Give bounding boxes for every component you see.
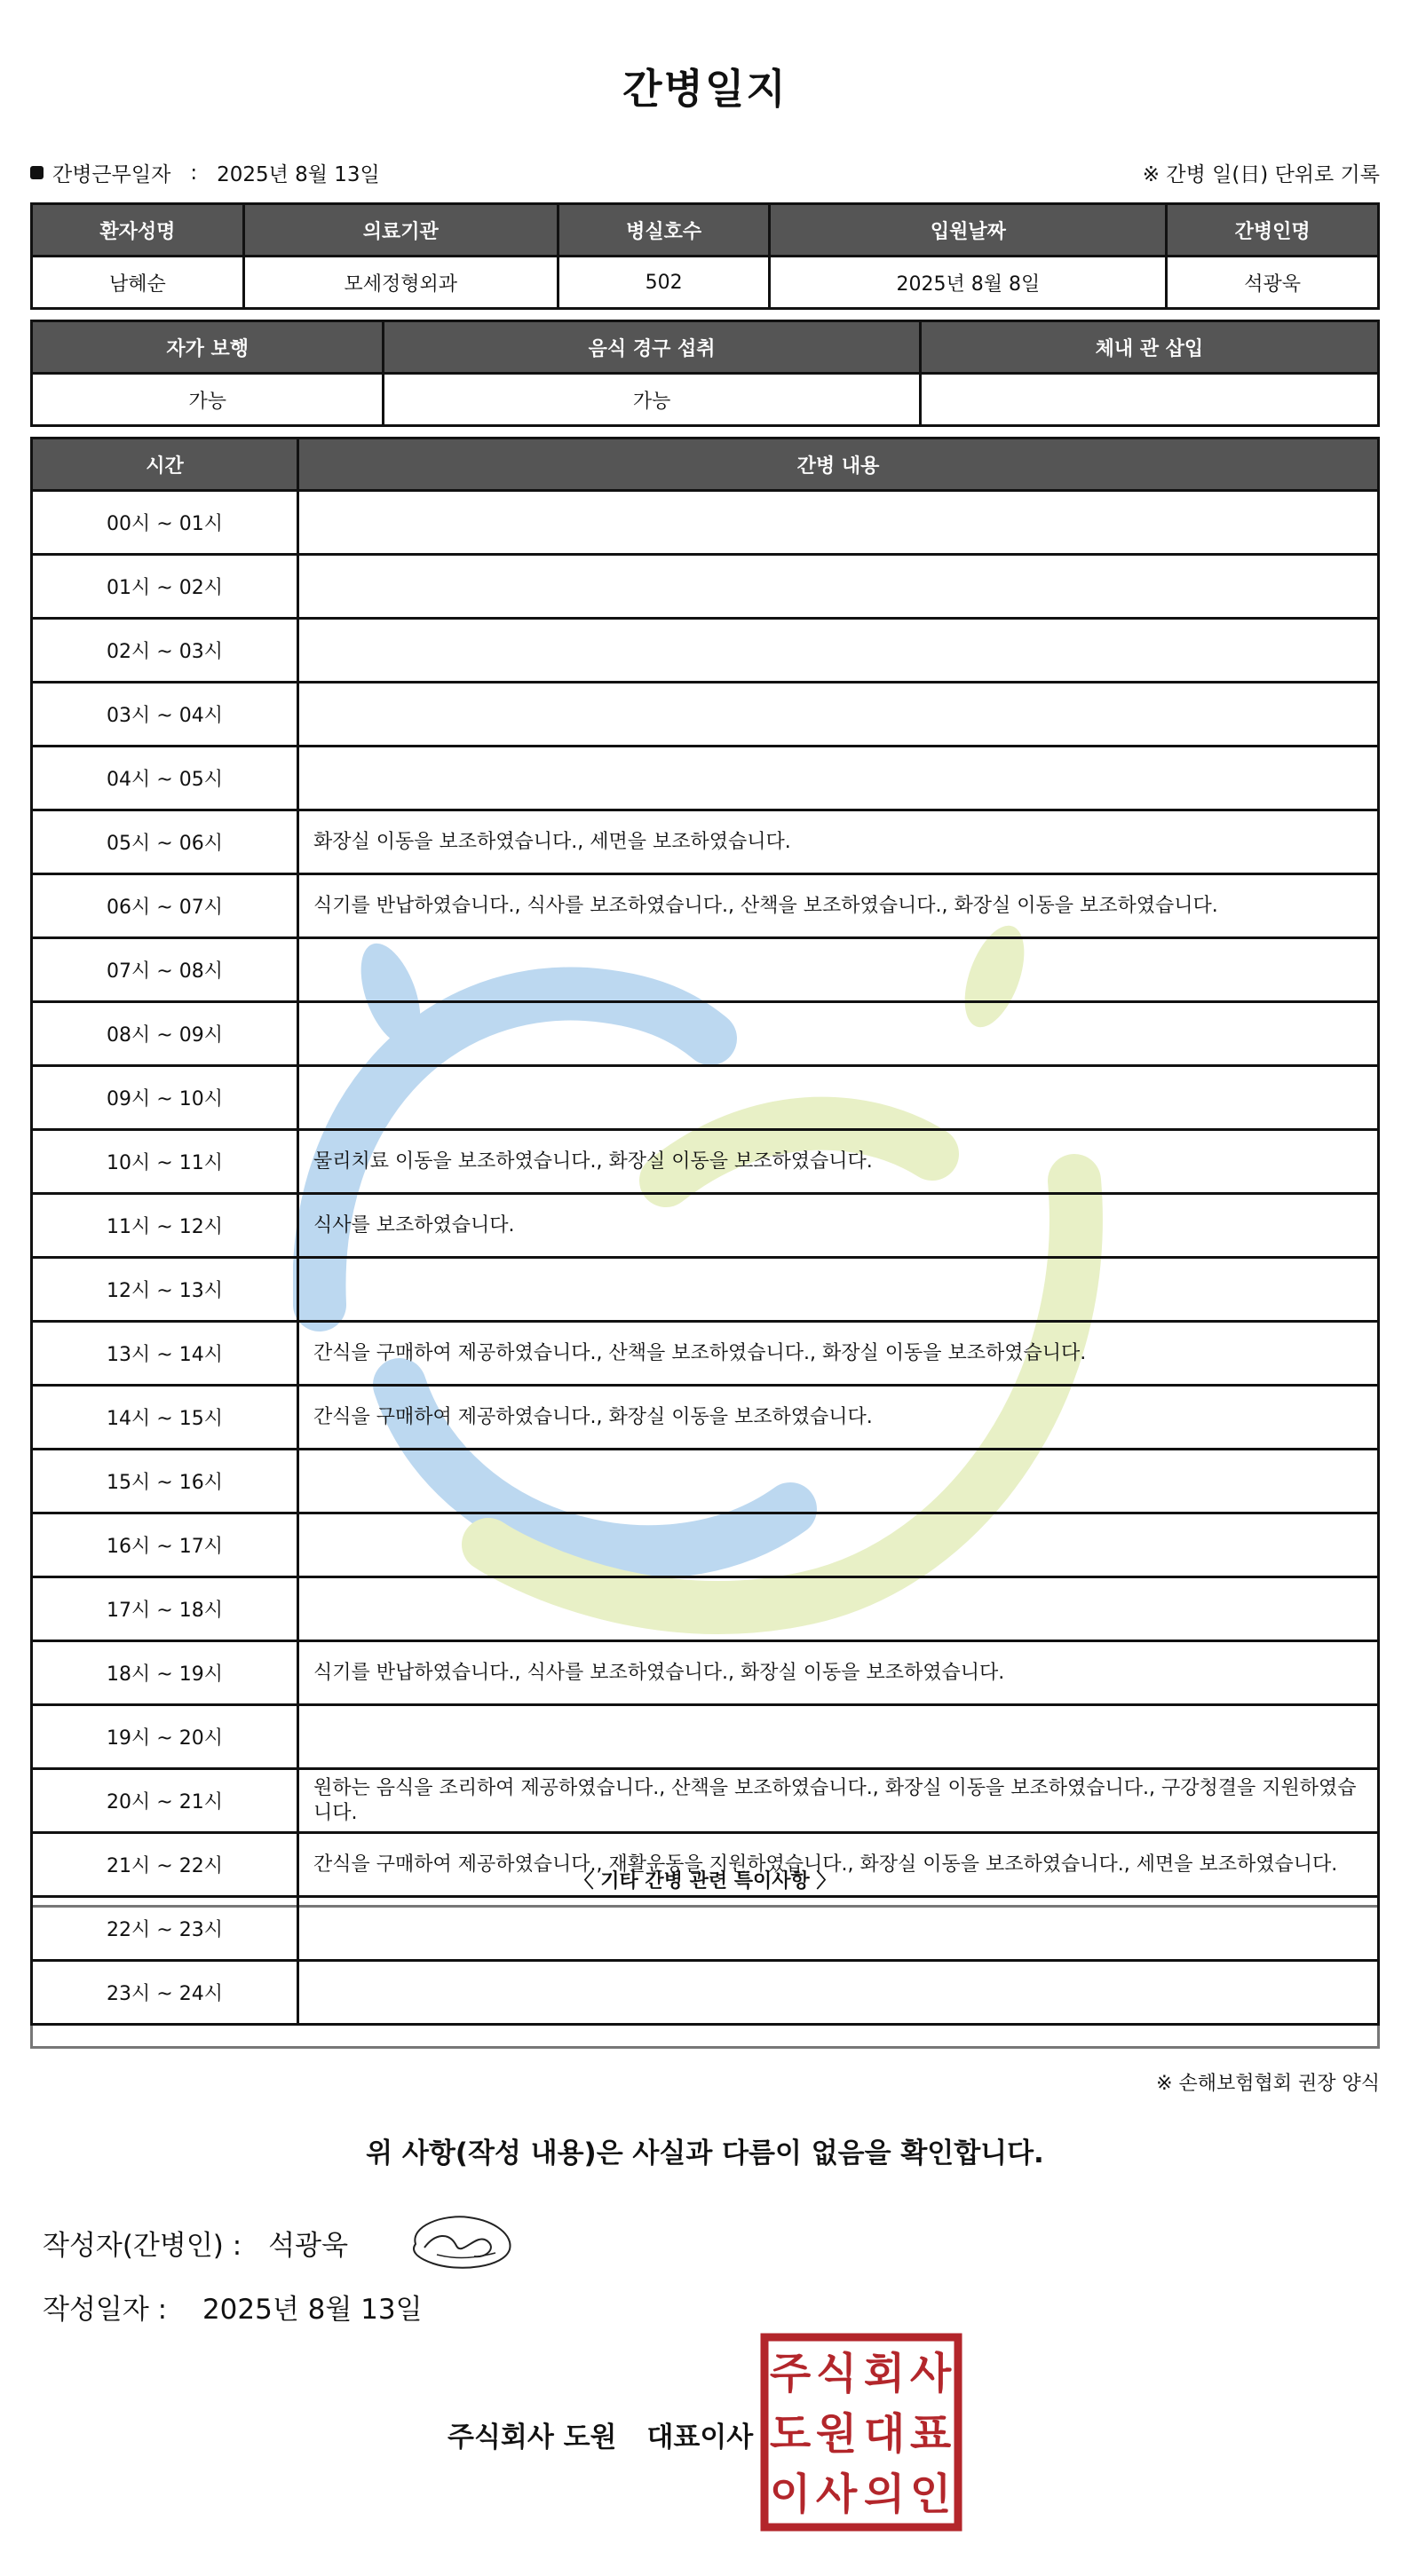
table-row: [32, 683, 1379, 747]
seal-character: 회: [863, 2349, 906, 2398]
care-content: [298, 747, 1379, 810]
care-content: [298, 619, 1379, 683]
time-slot: 15시 ~ 16시: [32, 1450, 298, 1513]
care-content: 원하는 음식을 조리하여 제공하였습니다., 산책을 보조하였습니다., 화장실 이동을 보조하였습니다., 구강청결을 지원하였습니다.: [298, 1769, 1379, 1833]
care-content: 식기를 반납하였습니다., 식사를 보조하였습니다., 산책을 보조하였습니다., 화장실 이동을 보조하였습니다.: [298, 874, 1379, 938]
time-slot: 08시 ~ 09시: [32, 1002, 298, 1066]
table-row: [32, 938, 1379, 1002]
seal-character: 사: [815, 2469, 858, 2519]
patient-status-table: [30, 320, 1380, 427]
caregiver-name: 석광욱: [1167, 257, 1379, 309]
care-content: [298, 938, 1379, 1002]
work-date-label: 간병근무일자: [52, 163, 171, 186]
care-content: 간식을 구매하여 제공하였습니다., 산책을 보조하였습니다., 화장실 이동을 보조하였습니다.: [298, 1322, 1379, 1386]
time-slot: 20시 ~ 21시: [32, 1769, 298, 1833]
time-slot: 12시 ~ 13시: [32, 1258, 298, 1322]
seal-character: 표: [909, 2409, 952, 2459]
seal-character: 이: [769, 2469, 812, 2519]
time-slot: 09시 ~ 10시: [32, 1066, 298, 1130]
table-row: [32, 1897, 1379, 1961]
status-header-tube: 체내 관 삽입: [920, 321, 1378, 374]
seal-character: 식: [815, 2349, 858, 2398]
status-walking: 가능: [32, 374, 384, 426]
patient-header-admission: 입원날짜: [770, 204, 1167, 257]
time-slot: 04시 ~ 05시: [32, 747, 298, 810]
table-row: [32, 619, 1379, 683]
time-slot: 18시 ~ 19시: [32, 1641, 298, 1705]
care-content: [298, 1450, 1379, 1513]
patient-info-table: [30, 202, 1380, 310]
time-slot: 16시 ~ 17시: [32, 1513, 298, 1577]
care-content: [298, 1258, 1379, 1322]
table-row: [32, 1513, 1379, 1577]
log-header-time: 시간: [32, 439, 298, 491]
care-content: [298, 1002, 1379, 1066]
care-content: [298, 1513, 1379, 1577]
table-row: [32, 1386, 1379, 1450]
seal-character: 사: [909, 2349, 952, 2398]
table-row: [32, 1961, 1379, 2025]
time-slot: 11시 ~ 12시: [32, 1194, 298, 1258]
written-date-value: 2025년 8월 13일: [202, 2294, 423, 2326]
time-slot: 05시 ~ 06시: [32, 810, 298, 874]
time-slot: 14시 ~ 15시: [32, 1386, 298, 1450]
time-slot: 17시 ~ 18시: [32, 1577, 298, 1641]
time-slot: 10시 ~ 11시: [32, 1130, 298, 1194]
company-name: 주식회사 도원: [448, 2422, 617, 2454]
status-header-oral-intake: 음식 경구 섭취: [384, 321, 920, 374]
care-content: [298, 1961, 1379, 2025]
table-row: [32, 810, 1379, 874]
patient-name: 남혜순: [32, 257, 244, 309]
care-content: 간식을 구매하여 제공하였습니다., 재활운동을 지원하였습니다., 화장실 이동을 보조하였습니다., 세면을 보조하였습니다.: [298, 1833, 1379, 1897]
company-line: [448, 2414, 753, 2454]
care-content: [298, 1577, 1379, 1641]
time-slot: 07시 ~ 08시: [32, 938, 298, 1002]
seal-character: 의: [863, 2469, 906, 2519]
seal-character: 주: [769, 2349, 812, 2398]
care-content: 물리치료 이동을 보조하였습니다., 화장실 이동을 보조하였습니다.: [298, 1130, 1379, 1194]
status-oral-intake: 가능: [384, 374, 920, 426]
writer-name: 석광욱: [268, 2230, 349, 2262]
work-date-value: 2025년 8월 13일: [217, 163, 380, 186]
written-date-label: 작성일자 :: [43, 2294, 168, 2326]
record-unit-note: ※ 간병 일(日) 단위로 기록: [1142, 163, 1380, 186]
care-content: [298, 491, 1379, 555]
time-slot: 19시 ~ 20시: [32, 1705, 298, 1769]
written-date-line: [43, 2287, 423, 2327]
care-content: [298, 1066, 1379, 1130]
care-content: [298, 683, 1379, 747]
care-content: 식기를 반납하였습니다., 식사를 보조하였습니다., 화장실 이동을 보조하였습니다.: [298, 1641, 1379, 1705]
seal-character: 대: [863, 2409, 906, 2459]
patient-header-caregiver: 간병인명: [1167, 204, 1379, 257]
table-row: [32, 874, 1379, 938]
bullet-square-icon: [30, 166, 44, 179]
patient-header-name: 환자성명: [32, 204, 244, 257]
table-row: [32, 1322, 1379, 1386]
time-slot: 01시 ~ 02시: [32, 555, 298, 619]
care-content: [298, 1705, 1379, 1769]
table-row: [32, 1194, 1379, 1258]
table-row: [32, 1066, 1379, 1130]
care-content: 간식을 구매하여 제공하였습니다., 화장실 이동을 보조하였습니다.: [298, 1386, 1379, 1450]
seal-character: 원: [815, 2409, 858, 2459]
table-row: [32, 1705, 1379, 1769]
table-row: [32, 555, 1379, 619]
care-content: 화장실 이동을 보조하였습니다., 세면을 보조하였습니다.: [298, 810, 1379, 874]
writer-line: [43, 2223, 348, 2263]
table-row: [32, 1577, 1379, 1641]
seal-character: 도: [769, 2409, 812, 2459]
work-date-line: [30, 158, 380, 187]
table-row: [32, 1002, 1379, 1066]
company-rep-title: 대표이사: [646, 2422, 754, 2454]
time-slot: 02시 ~ 03시: [32, 619, 298, 683]
patient-header-hospital: 의료기관: [243, 204, 558, 257]
room-number: 502: [558, 257, 770, 309]
time-slot: 06시 ~ 07시: [32, 874, 298, 938]
log-header-content: 간병 내용: [298, 439, 1379, 491]
care-content: 식사를 보조하였습니다.: [298, 1194, 1379, 1258]
admission-date: 2025년 8월 8일: [770, 257, 1167, 309]
table-row: [32, 491, 1379, 555]
table-row: [32, 1641, 1379, 1705]
table-row: [32, 1769, 1379, 1833]
care-content: [298, 1897, 1379, 1961]
time-slot: 21시 ~ 22시: [32, 1833, 298, 1897]
time-slot: 03시 ~ 04시: [32, 683, 298, 747]
status-header-walking: 자가 보행: [32, 321, 384, 374]
remarks-title: 〈 기타 간병 관련 특이사항 〉: [574, 1870, 836, 1892]
time-slot: 22시 ~ 23시: [32, 1897, 298, 1961]
time-slot: 13시 ~ 14시: [32, 1322, 298, 1386]
time-slot: 00시 ~ 01시: [32, 491, 298, 555]
patient-header-room: 병실호수: [558, 204, 770, 257]
hospital-name: 모세정형외과: [243, 257, 558, 309]
work-date-colon: :: [190, 161, 198, 185]
writer-label: 작성자(간병인) :: [43, 2230, 242, 2262]
table-row: [32, 747, 1379, 810]
table-row: [32, 1258, 1379, 1322]
company-seal-stamp: [760, 2333, 962, 2532]
form-source-note: ※ 손해보험협회 권장 양식: [1156, 2073, 1380, 2095]
status-tube: [920, 374, 1378, 426]
seal-character: 인: [909, 2469, 952, 2519]
time-slot: 23시 ~ 24시: [32, 1961, 298, 2025]
table-row: [32, 1833, 1379, 1897]
care-log-table: [30, 437, 1380, 2026]
signature-image: [398, 2209, 519, 2276]
document-title: 간병일지: [622, 65, 788, 113]
table-row: [32, 1130, 1379, 1194]
confirmation-statement: 위 사항(작성 내용)은 사실과 다름이 없음을 확인합니다.: [366, 2137, 1044, 2169]
table-row: [32, 1450, 1379, 1513]
care-content: [298, 555, 1379, 619]
